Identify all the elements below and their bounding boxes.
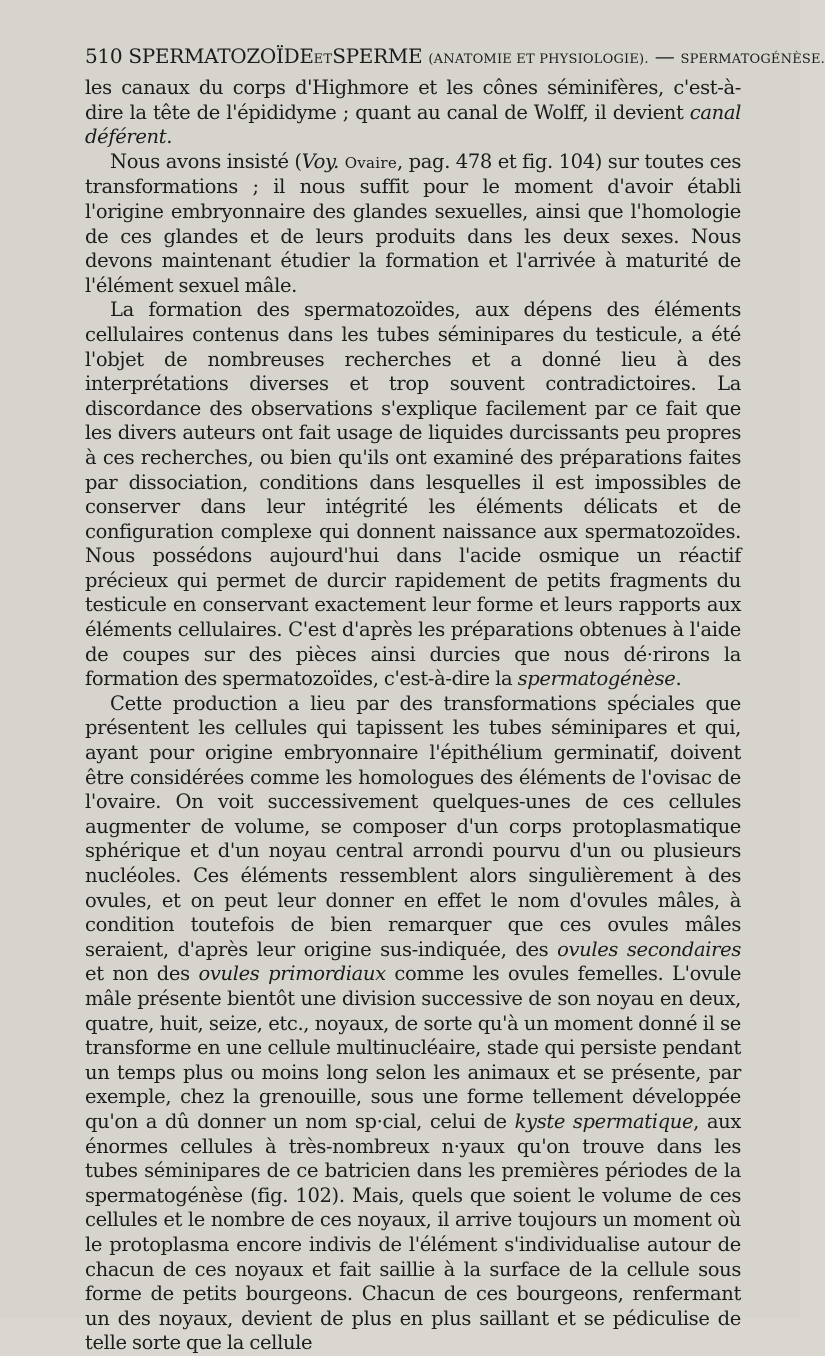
header-title-part2: SPERME xyxy=(332,44,422,68)
paragraph-2 xyxy=(85,150,741,299)
header-title-et: ET xyxy=(314,52,333,67)
header-title-part1: SPERMATOZOÏDE xyxy=(128,44,313,68)
p2-italic-1: Voy. xyxy=(302,150,339,173)
p3-italic-1: spermatogénèse xyxy=(518,667,676,690)
header-dash: — xyxy=(649,44,681,68)
p3-text-1: La formation des spermatozoïdes, aux dépens des éléments cellulaires contenus dans les tubes séminipares du testicule, a été l'objet de nombreuses recherches et a donné lieu à des interprétations diverses et trop souvent contradictoires. La discordance des observations s'explique facilement par ce fait que les divers auteurs ont fait usage de liquides durcissants peu propres à ces recherches, ou bien qu'ils ont examiné des préparations faites par dissociation, conditions dans lesquelles il est impossibles de conserver dans leur intégrité les éléments délicats et de configuration complexe qui donnent naissance aux spermatozoïdes. Nous possédons aujourd'hui dans l'acide osmique un réactif précieux qui permet de durcir rapidement de petits fragments du testicule en conservant exactement leur forme et leurs rapports aux éléments cellulaires. C'est d'après les préparations obtenues à l'aide de coupes sur des pièces ainsi durcies que nous dé·rirons la formation des spermatozoïdes, c'est-à-dire la xyxy=(85,298,741,690)
p4-italic-1: ovules secondaires xyxy=(557,938,741,961)
p4-italic-3: kyste spermatique xyxy=(515,1110,694,1133)
paragraph-1 xyxy=(85,76,741,150)
p4-text-2: et non des xyxy=(85,962,198,985)
p1-italic-1: canal déférent xyxy=(85,101,741,149)
p2-smallcaps-1: Ovaire xyxy=(345,154,397,172)
p1-text-1: les canaux du corps d'Highmore et les cônes séminifères, c'est-à-dire la tête de l'épididyme ; quant au canal de Wolff, il devient xyxy=(85,76,741,124)
p1-text-2: . xyxy=(166,125,172,148)
p2-text-2: , pag. 478 et fig. 104) sur toutes ces transformations ; il nous suffit pour le moment d'avoir établi l'origine embryonnaire des glandes sexuelles, ainsi que l'homologie de ces glandes et de leurs produits dans les deux sexes. Nous devons maintenant étudier la formation et l'arrivée à maturité de l'élément sexuel mâle. xyxy=(85,150,741,297)
page-number: 510 xyxy=(85,44,122,68)
running-header xyxy=(85,44,765,68)
body-text xyxy=(85,76,741,1356)
paragraph-3 xyxy=(85,298,741,692)
p4-italic-2: ovules primordiaux xyxy=(198,962,385,985)
p4-text-4: , aux énormes cellules à très-nombreux n·yaux qu'on trouve dans les tubes séminipares de ce batricien dans les premières périodes de la spermatogénèse (fig. 102). Mais, quels que soient le volume de ces cellules et le nombre de ces noyaux, il arrive toujours un moment où le protoplasma encore indivis de l'élément s'individualise autour de chacun de ces noyaux et fait saillie à la surface de la cellule sous forme de petits bourgeons. Chacun de ces bourgeons, renfermant un des noyaux, devient de plus en plus saillant et se pédiculise de telle sorte que la cellule xyxy=(85,1110,741,1354)
header-section: SPERMATOGÉNÈSE. xyxy=(681,52,825,67)
p4-text-1: Cette production a lieu par des transformations spéciales que présentent les cellules qui tapissent les tubes séminipares et qui, ayant pour origine embryonnaire l'épithélium germinatif, doivent être considérées comme les homologues des éléments de l'ovisac de l'ovaire. On voit successivement quelques-unes de ces cellules augmenter de volume, se composer d'un corps protoplasmatique sphérique et d'un noyau central arrondi pourvu d'un ou plusieurs nucléoles. Ces éléments ressemblent alors singulièrement à des ovules, et on peut leur donner en effet le nom d'ovules mâles, à condition toutefois de bien remarquer que ces ovules mâles seraient, d'après leur origine sus-indiquée, des xyxy=(85,692,741,961)
p3-text-2: . xyxy=(675,667,681,690)
p2-text-1: Nous avons insisté ( xyxy=(110,150,302,173)
p4-text-3: comme les ovules femelles. L'ovule mâle présente bientôt une division successive de son noyau en deux, quatre, huit, seize, etc., noyaux, de sorte qu'à un moment donné il se transforme en une cellule multinucléaire, stade qui persiste pendant un temps plus ou moins long selon les animaux et se présente, par exemple, chez la grenouille, sous une forme tellement développée qu'on a dû donner un nom sp·cial, celui de xyxy=(85,962,741,1133)
paragraph-4 xyxy=(85,692,741,1356)
header-subtitle: (ANATOMIE ET PHYSIOLOGIE). xyxy=(428,52,648,67)
